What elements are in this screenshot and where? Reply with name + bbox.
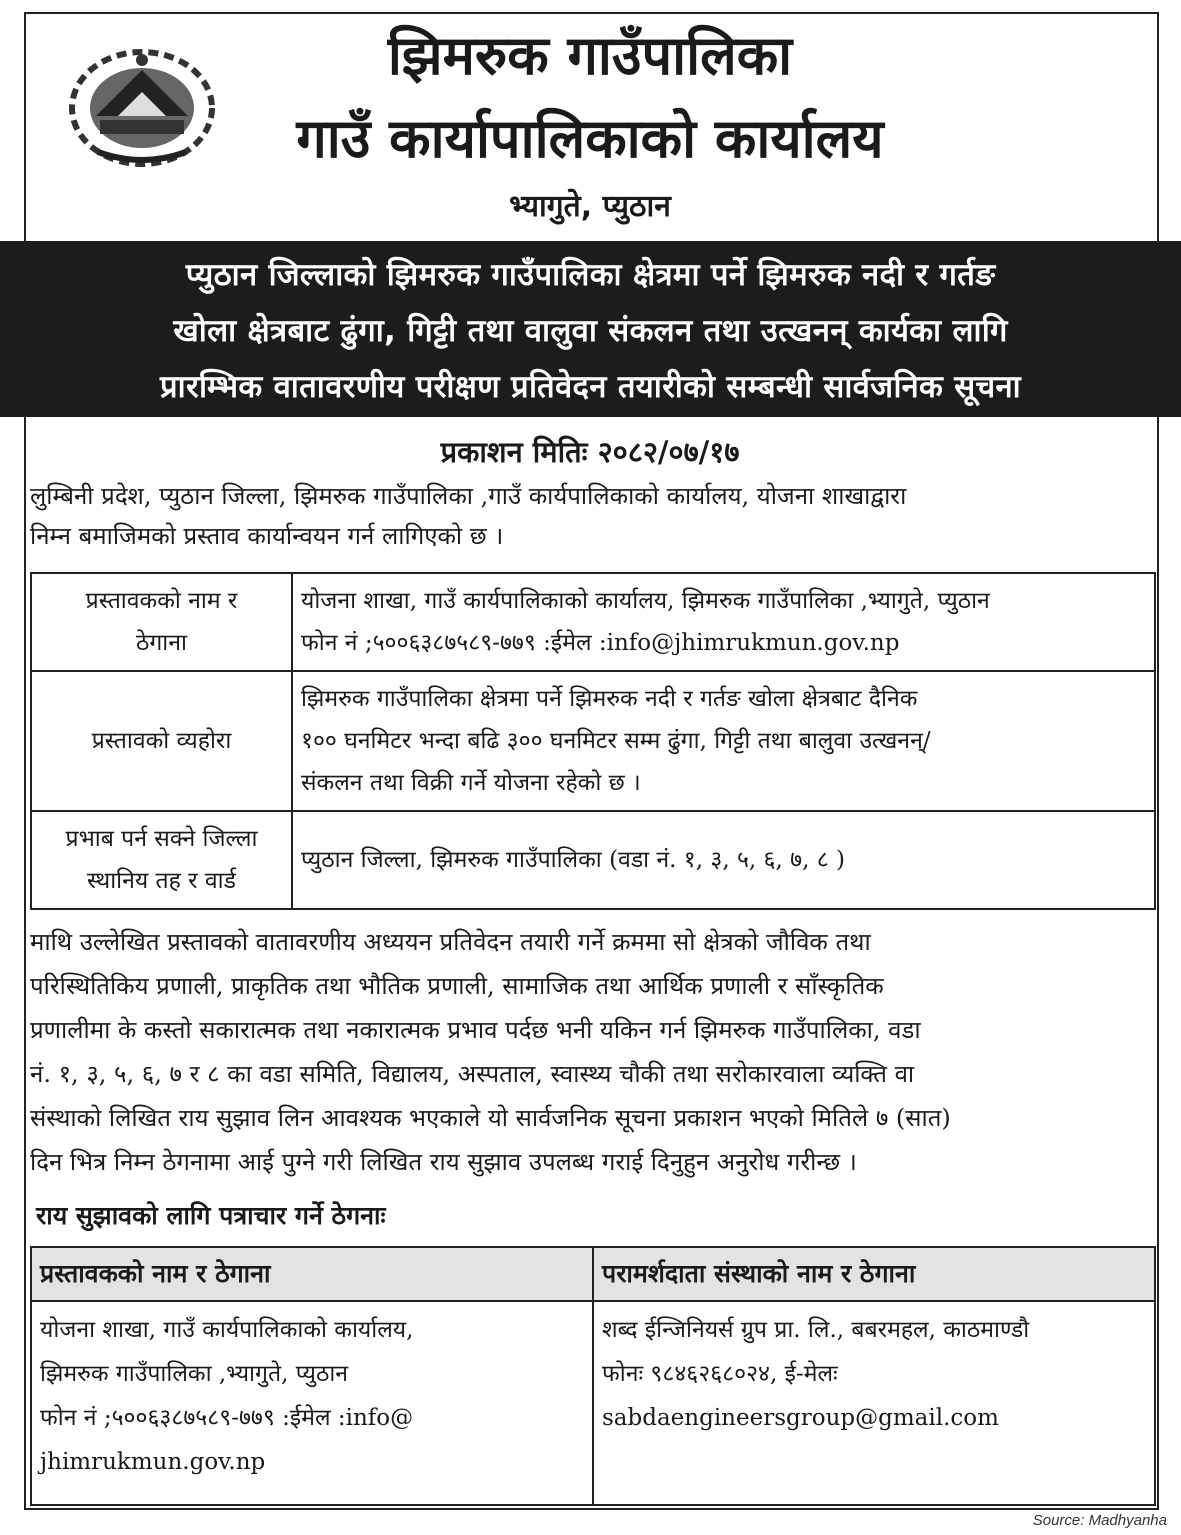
label-line: प्रस्तावकको नाम र <box>85 588 238 614</box>
banner-line: प्युठान जिल्लाको झिमरुक गाउँपालिका क्षेत्रमा पर्ने झिमरुक नदी र गर्तङ <box>185 257 996 293</box>
body-line: दिन भित्र निम्न ठेगनामा आई पुग्ने गरी लिखित राय सुझाव उपलब्ध गराई दिनुहुन अनुरोध गरीन्छ । <box>30 1148 857 1176</box>
value-line: प्युठान जिल्ला, झिमरुक गाउँपालिका (वडा नं. १, ३, ५, ६, ७, ८ ) <box>301 847 845 873</box>
intro-line: निम्न बमाजिमको प्रस्ताव कार्यान्वयन गर्न लागिएको छ । <box>30 522 504 550</box>
intro-line: लुम्बिनी प्रदेश, प्युठान जिल्ला, झिमरुक गाउँपालिका ,गाउँ कार्यपालिकाको कार्यालय, योजना शाखाद्वारा <box>30 482 907 510</box>
table-row <box>31 573 1155 671</box>
intro-paragraph <box>30 476 1155 556</box>
address-line: योजना शाखा, गाउँ कार्यपालिकाको कार्यालय, <box>40 1317 414 1343</box>
value-line: संकलन तथा विक्री गर्ने योजना रहेको छ । <box>301 770 641 796</box>
consultant-address <box>593 1301 1155 1505</box>
label-line: प्रस्तावको व्यहोरा <box>91 728 232 754</box>
body-line: परिस्थितिकिय प्रणाली, प्राकृतिक तथा भौतिक प्रणाली, सामाजिक तथा आर्थिक प्रणाली र साँस्कृतिक <box>30 972 884 1000</box>
office-title-line2: गाउँ कार्यापालिकाको कार्यालय <box>296 107 884 170</box>
banner-line: खोला क्षेत्रबाट ढुंगा, गिट्टी तथा वालुवा संकलन तथा उत्खनन् कार्यका लागि <box>173 313 1008 349</box>
consultant-column-header: परामर्शदाता संस्थाको नाम र ठेगाना <box>593 1247 1155 1301</box>
proposal-info-table <box>30 572 1156 910</box>
body-line: नं. १, ३, ५, ६, ७ र ८ का वडा समिति, विद्यालय, अस्पताल, स्वास्थ्य चौकी तथा सरोकारवाला व्यक्ति वा <box>30 1060 915 1088</box>
proposer-column-header: प्रस्तावकको नाम र ठेगाना <box>31 1247 593 1301</box>
address-line: फोनः ९८४६२६८०२४, ई-मेलः <box>602 1361 838 1387</box>
address-line: sabdaengineersgroup@gmail.com <box>602 1405 999 1431</box>
row-label <box>31 671 292 811</box>
row-value <box>292 573 1155 671</box>
row-label <box>31 811 292 909</box>
body-line: माथि उल्लेखित प्रस्तावको वातावरणीय अध्ययन प्रतिवेदन तयारी गर्ने क्रममा सो क्षेत्रको जौविक तथा <box>30 928 871 956</box>
label-line: ठेगाना <box>136 630 187 656</box>
office-title-line1: झिमरुक गाउँपालिका <box>387 24 793 87</box>
office-location: भ्यागुते, प्युठान <box>509 189 671 224</box>
address-table <box>30 1246 1156 1506</box>
body-paragraph <box>30 920 1158 1184</box>
notice-banner <box>0 241 1181 417</box>
value-line: १०० घनमिटर भन्दा बढि ३०० घनमिटर सम्म ढुंगा, गिट्टी तथा बालुवा उत्खनन्/ <box>301 728 931 754</box>
table-header-row <box>31 1247 1155 1301</box>
banner-line: प्रारम्भिक वातावरणीय परीक्षण प्रतिवेदन तयारीको सम्बन्धी सार्वजनिक सूचना <box>160 369 1021 405</box>
table-row <box>31 671 1155 811</box>
publication-date: प्रकाशन मितिः २०८२/०७/१७ <box>440 435 740 469</box>
correspondence-heading: राय सुझावको लागि पत्राचार गर्ने ठेगनाः <box>36 1201 386 1230</box>
row-value <box>292 671 1155 811</box>
body-line: प्रणालीमा के कस्तो सकारात्मक तथा नकारात्मक प्रभाव पर्दछ भनी यकिन गर्न झिमरुक गाउँपालिका, वडा <box>30 1016 921 1044</box>
table-row <box>31 811 1155 909</box>
address-line: शब्द ईन्जिनियर्स ग्रुप प्रा. लि., बबरमहल, काठमाण्डौ <box>602 1317 1030 1343</box>
source-credit: Source: Madhyanha <box>1032 1512 1167 1529</box>
value-line: झिमरुक गाउँपालिका क्षेत्रमा पर्ने झिमरुक नदी र गर्तङ खोला क्षेत्रबाट दैनिक <box>301 686 918 712</box>
value-line: फोन नं ;५००६३८७५८९-७७९ :ईमेल :info@jhimrukmun.gov.np <box>301 630 900 656</box>
body-line: संस्थाको लिखित राय सुझाव लिन आवश्यक भएकाले यो सार्वजनिक सूचना प्रकाशन भएको मितिले ७ (सात) <box>30 1104 951 1132</box>
proposer-address <box>31 1301 593 1505</box>
value-line: योजना शाखा, गाउँ कार्यपालिकाको कार्यालय, झिमरुक गाउँपालिका ,भ्यागुते, प्युठान <box>301 588 990 614</box>
row-label <box>31 573 292 671</box>
address-line: झिमरुक गाउँपालिका ,भ्यागुते, प्युठान <box>40 1361 349 1387</box>
table-row <box>31 1301 1155 1505</box>
row-value <box>292 811 1155 909</box>
label-line: प्रभाब पर्न सक्ने जिल्ला <box>65 826 258 852</box>
address-line: फोन नं ;५००६३८७५८९-७७९ :ईमेल :info@ <box>40 1405 414 1431</box>
address-line: jhimrukmun.gov.np <box>40 1449 266 1475</box>
label-line: स्थानिय तह र वार्ड <box>87 868 236 894</box>
